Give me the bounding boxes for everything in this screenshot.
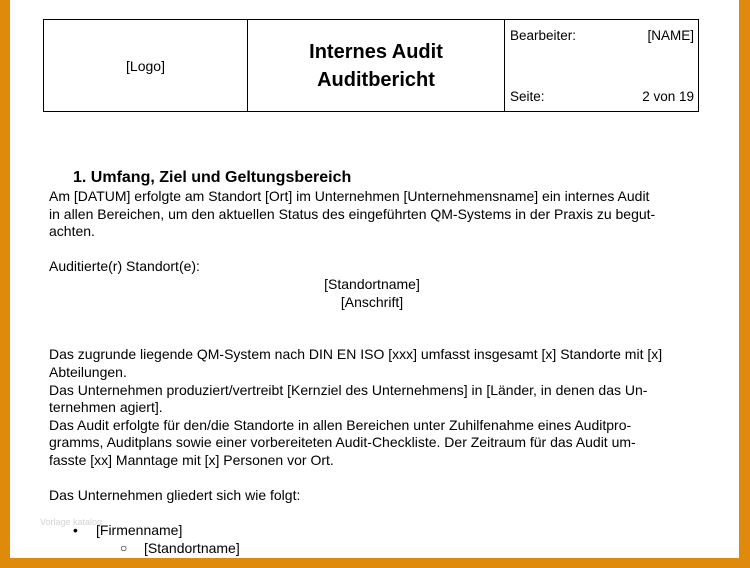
list-item [73, 522, 695, 540]
intro-paragraph [49, 188, 695, 241]
list-item-label: [Firmenname] [96, 522, 183, 539]
title-line-2: Auditbericht [317, 68, 435, 91]
qm-paragraph [49, 346, 695, 469]
structure-label: Das Unternehmen gliedert sich wie folgt: [49, 487, 301, 504]
prod-line: Das Unternehmen produziert/vertreibt [Kernziel des Unternehmens] in [Länder, in denen das Un- [49, 381, 648, 398]
sites-label: Auditierte(r) Standort(e): [49, 258, 200, 275]
logo-placeholder [44, 20, 248, 111]
qm-line: Abteilungen. [49, 363, 127, 380]
meta-cell [505, 20, 698, 111]
site-address: [Anschrift] [340, 293, 404, 310]
bullet-icon: • [73, 522, 78, 539]
qm-line: Das zugrunde liegende QM-System nach DIN EN ISO [xxx] umfasst insgesamt [x] Standorte mit [x] [49, 346, 663, 363]
page-label: Seite: [510, 89, 545, 104]
document-page [10, 0, 739, 558]
section-heading: 1. Umfang, Ziel und Geltungsbereich [73, 169, 352, 186]
document-title [248, 20, 505, 111]
list-item-label: [Standortname] [144, 539, 240, 556]
page-value: 2 von 19 [642, 89, 694, 104]
structure-list [73, 522, 695, 557]
intro-line: Am [DATUM] erfolgte am Standort [Ort] im Unternehmen [Unternehmensname] ein internes Audit [49, 188, 650, 204]
audit-line: gramms, Auditplans sowie einer vorbereiteten Audit-Checkliste. Der Zeitraum für das Audit um- [49, 434, 636, 451]
audit-line: fasste [xx] Manntage mit [x] Personen vor Ort. [49, 451, 334, 468]
editor-value: [NAME] [647, 28, 694, 43]
header-table [43, 19, 699, 112]
watermark: Vorlage katalog [40, 517, 103, 527]
page-row [510, 89, 694, 104]
editor-row [510, 28, 694, 43]
intro-line: achten. [49, 223, 95, 240]
site-name: [Standortname] [324, 275, 420, 292]
prod-line: ternehmen agiert]. [49, 399, 163, 416]
intro-line: in allen Bereichen, um den aktuellen Status des eingeführten QM-Systems in der Praxis zu begut- [49, 205, 656, 222]
logo-label: [Logo] [126, 57, 165, 74]
document-body [49, 168, 695, 557]
circle-bullet-icon: ○ [120, 540, 128, 555]
list-item [120, 540, 695, 558]
title-line-1: Internes Audit [309, 40, 443, 63]
editor-label: Bearbeiter: [510, 28, 577, 43]
audit-line: Das Audit erfolgte für den/die Standorte in allen Bereichen unter Zuhilfenahme eines Auditpro- [49, 416, 632, 433]
